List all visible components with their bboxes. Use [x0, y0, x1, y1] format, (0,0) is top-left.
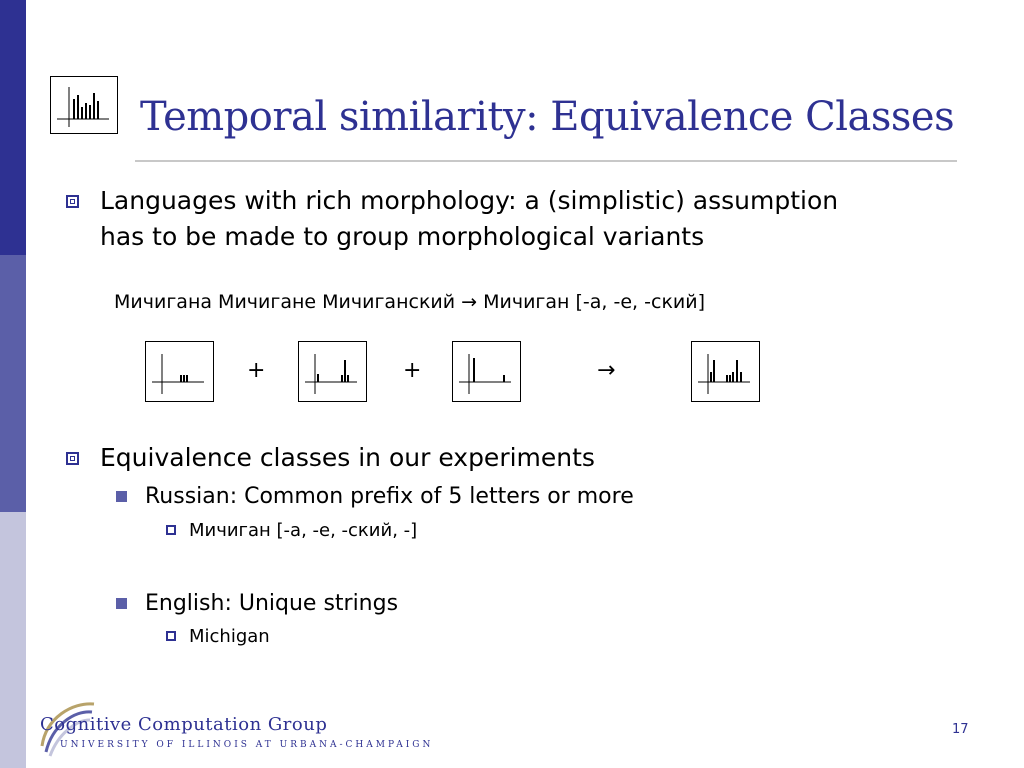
- histogram-icon: [145, 341, 214, 402]
- sub-sub-bullet-icon: [166, 525, 176, 535]
- cognitive-computation-group-logo: [36, 698, 434, 758]
- logo-title: Cognitive Computation Group: [40, 714, 328, 735]
- bullet-text: Equivalence classes in our experiments: [100, 443, 595, 472]
- sub-bullet-text: Russian: Common prefix of 5 letters or more: [145, 484, 634, 509]
- bullet-icon: [66, 195, 79, 208]
- morphology-example: Мичигана Мичигане Мичиганский → Мичиган [-а, -е, -ский]: [114, 291, 706, 313]
- plus-operator: +: [403, 358, 422, 383]
- sub-sub-bullet-icon: [166, 631, 176, 641]
- bullet-text-line1: Languages with rich morphology: a (simplistic) assumption: [100, 186, 839, 215]
- page-title: Temporal similarity: Equivalence Classes: [140, 94, 955, 140]
- sub-bullet-icon: [116, 491, 127, 502]
- histogram-icon: [452, 341, 521, 402]
- histogram-icon: [298, 341, 367, 402]
- title-divider: [135, 160, 957, 162]
- sidebar-band-top: [0, 0, 26, 255]
- sidebar-band-middle: [0, 255, 26, 512]
- histogram-icon: [691, 341, 760, 402]
- sub-bullet-icon: [116, 598, 127, 609]
- bullet-text-line2: has to be made to group morphological variants: [100, 222, 705, 251]
- sidebar-band-bottom: [0, 512, 26, 768]
- sub-bullet-text: English: Unique strings: [145, 591, 399, 616]
- arrow-operator: →: [597, 358, 616, 383]
- logo-subtitle: UNIVERSITY OF ILLINOIS AT URBANA-CHAMPAIGN: [60, 740, 434, 750]
- sub-sub-bullet-text: Michigan: [189, 626, 270, 647]
- plus-operator: +: [247, 358, 266, 383]
- page-number: 17: [952, 722, 969, 737]
- histogram-icon: [50, 76, 118, 134]
- sub-sub-bullet-text: Мичиган [-а, -е, -ский, -]: [189, 520, 418, 541]
- bullet-icon: [66, 452, 79, 465]
